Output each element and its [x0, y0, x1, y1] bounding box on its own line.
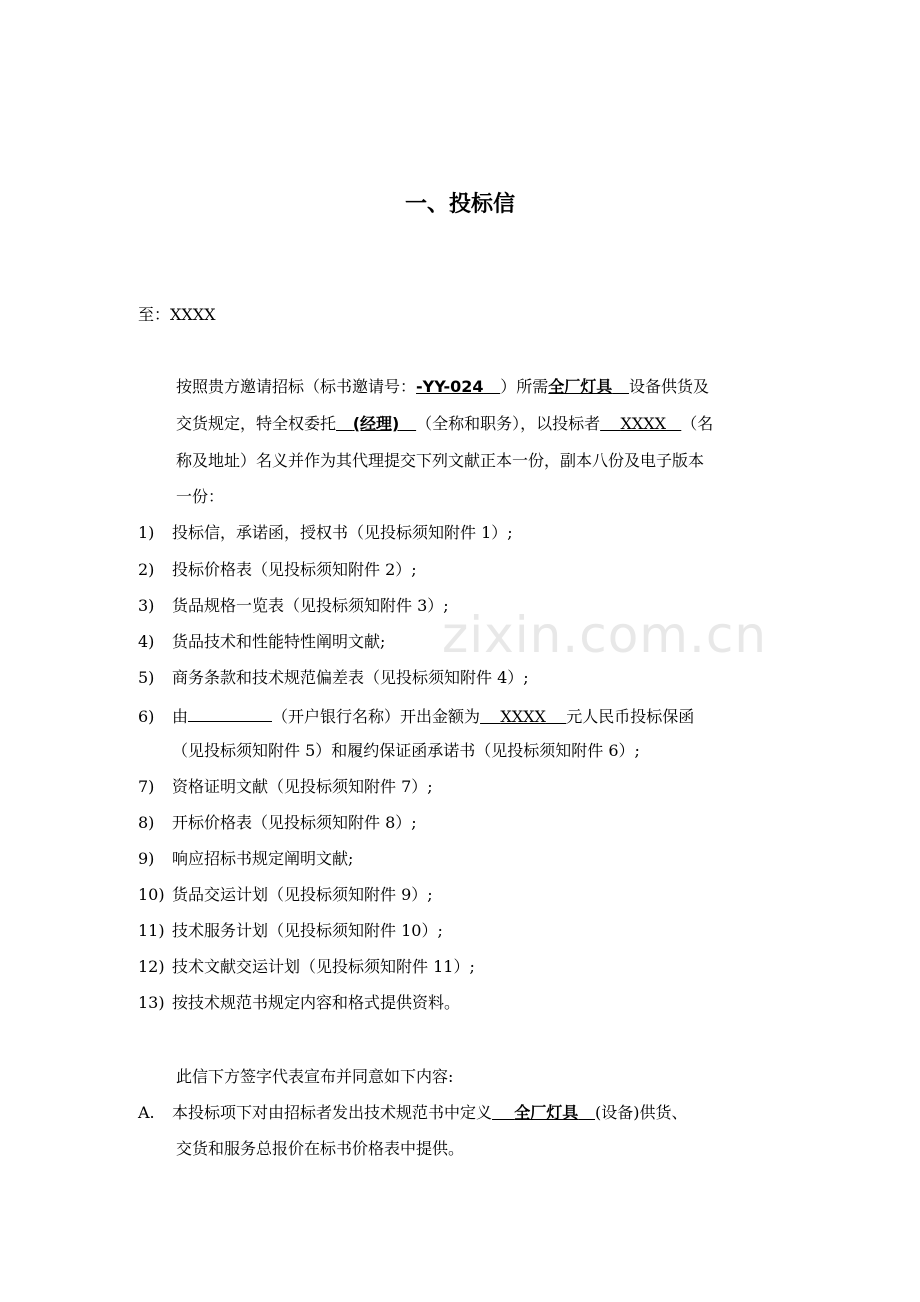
bank-name-blank	[188, 705, 272, 722]
intro-text: （全称和职务），以投标者	[416, 414, 601, 433]
list-item: 5) 商务条款和技术规范偏差表（见投标须知附件 4）;	[138, 668, 529, 687]
intro-text: （名	[681, 414, 714, 433]
list-item: 12) 技术文献交运计划（见投标须知附件 11）;	[138, 957, 475, 976]
list-item: 7) 资格证明文献（见投标须知附件 7）;	[138, 777, 433, 796]
clause-a-continuation: 交货和服务总报价在标书价格表中提供。	[176, 1139, 465, 1158]
intro-line-4: 一份：	[176, 487, 225, 506]
list-item: 11) 技术服务计划（见投标须知附件 10）;	[138, 921, 443, 940]
recipient: 至：XXXX	[138, 305, 216, 324]
watermark: zixin.com.cn	[442, 606, 768, 664]
list-item: 1) 投标信，承诺函，授权书（见投标须知附件 1）;	[138, 523, 513, 542]
bidder-name: XXXX	[620, 414, 667, 433]
list-item: 10) 货品交运计划（见投标须知附件 9）;	[138, 885, 433, 904]
intro-text: 按照贵方邀请招标（标书邀请号：	[176, 377, 417, 396]
list-item: 2) 投标价格表（见投标须知附件 2）;	[138, 560, 417, 579]
declaration: 此信下方签字代表宣布并同意如下内容:	[176, 1067, 454, 1086]
list-item: 13) 按技术规范书规定内容和格式提供资料。	[138, 993, 461, 1012]
intro-line-3: 称及地址）名义并作为其代理提交下列文献正本一份，副本八份及电子版本	[176, 451, 705, 470]
intro-text: 设备供货及	[628, 377, 709, 396]
intro-text: ）所需	[500, 377, 549, 396]
invitation-number: -YY-024	[416, 377, 484, 396]
equipment-name: 全厂灯具	[514, 1103, 579, 1122]
list-item: 4) 货品技术和性能特性阐明文献;	[138, 632, 386, 651]
list-item-continuation: （见投标须知附件 5）和履约保证函承诺书（见投标须知附件 6）;	[172, 741, 640, 760]
list-item: 8) 开标价格表（见投标须知附件 8）;	[138, 813, 417, 832]
intro-line-1	[176, 377, 709, 397]
list-item: 6) 由 （开户银行名称）开出金额为 XXXX 元人民币投标保函	[138, 707, 695, 726]
guarantee-amount: XXXX	[500, 707, 546, 726]
delegate-title: (经理)	[352, 414, 400, 433]
intro-line-2	[176, 414, 713, 434]
list-item: 9) 响应招标书规定阐明文献;	[138, 849, 354, 868]
intro-text: 交货规定，特全权委托	[176, 414, 337, 433]
list-item: 3) 货品规格一览表（见投标须知附件 3）;	[138, 596, 449, 615]
project-name: 全厂灯具	[548, 377, 613, 396]
page-title: 一、投标信	[404, 192, 515, 217]
clause-a: A. 本投标项下对由招标者发出技术规范书中定义 全厂灯具 (设备)供货、	[138, 1103, 688, 1122]
